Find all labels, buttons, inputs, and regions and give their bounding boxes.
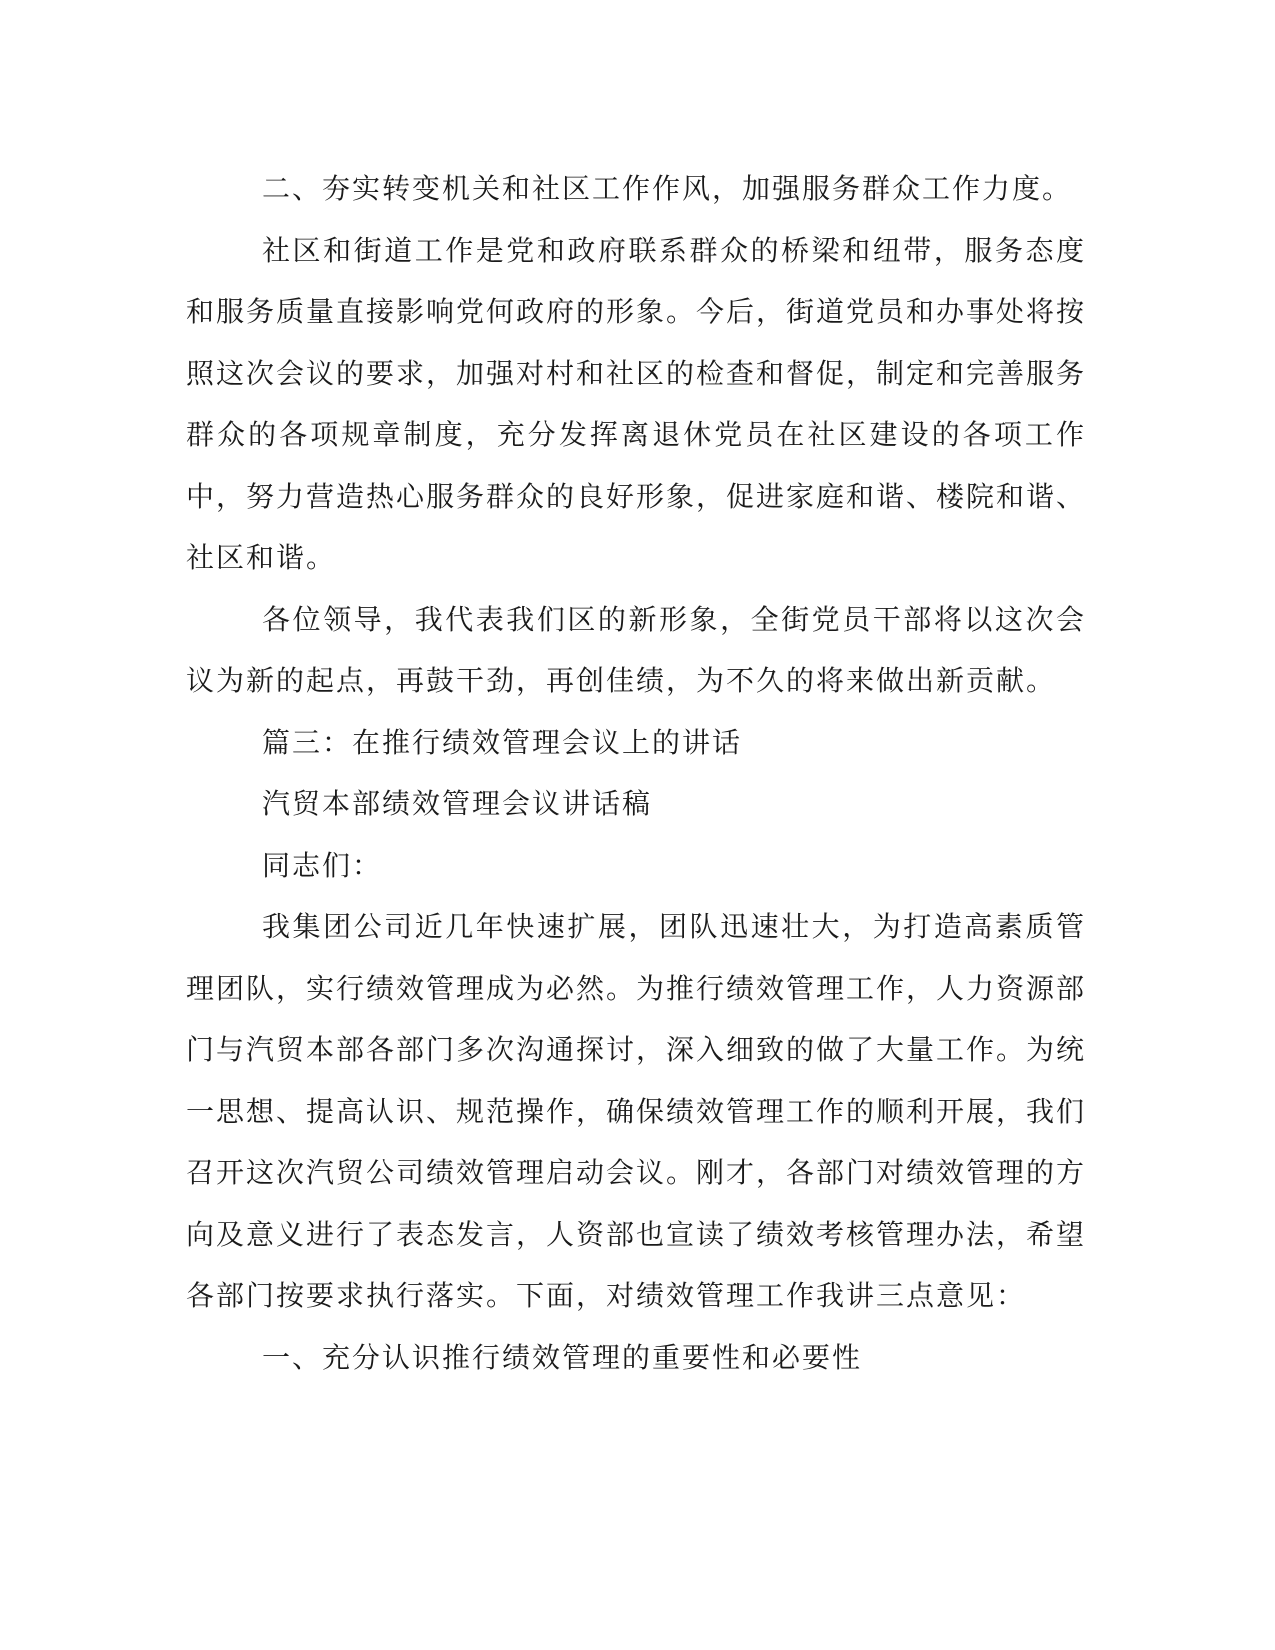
body-paragraph: 社区和街道工作是党和政府联系群众的桥梁和纽带，服务态度和服务质量直接影响党何政府的形象。今后，街道党员和办事处将按照这次会议的要求，加强对村和社区的检查和督促，制定和完善服务群众的各项规章制度，充分发挥离退休党员在社区建设的各项工作中，努力营造热心服务群众的良好形象，促进家庭和谐、楼院和谐、社区和谐。 (186, 233, 1087, 574)
chapter-title: 篇三：在推行绩效管理会议上的讲话 (262, 725, 743, 759)
section-heading-2: 二、夯实转变机关和社区工作作风，加强服务群众工作力度。 (262, 172, 1073, 205)
body-paragraph: 我集团公司近几年快速扩展，团队迅速壮大，为打造高素质管理团队，实行绩效管理成为必然。为推行绩效管理工作，人力资源部门与汽贸本部各部门多次沟通探讨，深入细致的做了大量工作。为统一思想、提高认识、规范操作，确保绩效管理工作的顺利开展，我们召开这次汽贸公司绩效管理启动会议。刚才，各部门对绩效管理的方向及意义进行了表态发言，人资部也宣读了绩效考核管理办法，希望各部门按要求执行落实。下面，对绩效管理工作我讲三点意见： (186, 910, 1087, 1312)
document-body (186, 158, 1086, 1388)
body-paragraph: 各位领导，我代表我们区的新形象，全街党员干部将以这次会议为新的起点，再鼓干劲，再创佳绩，为不久的将来做出新贡献。 (186, 602, 1086, 697)
section-heading-1: 一、充分认识推行绩效管理的重要性和必要性 (262, 1340, 863, 1374)
speech-title: 汽贸本部绩效管理会议讲话稿 (262, 787, 653, 820)
salutation: 同志们： (262, 848, 383, 882)
